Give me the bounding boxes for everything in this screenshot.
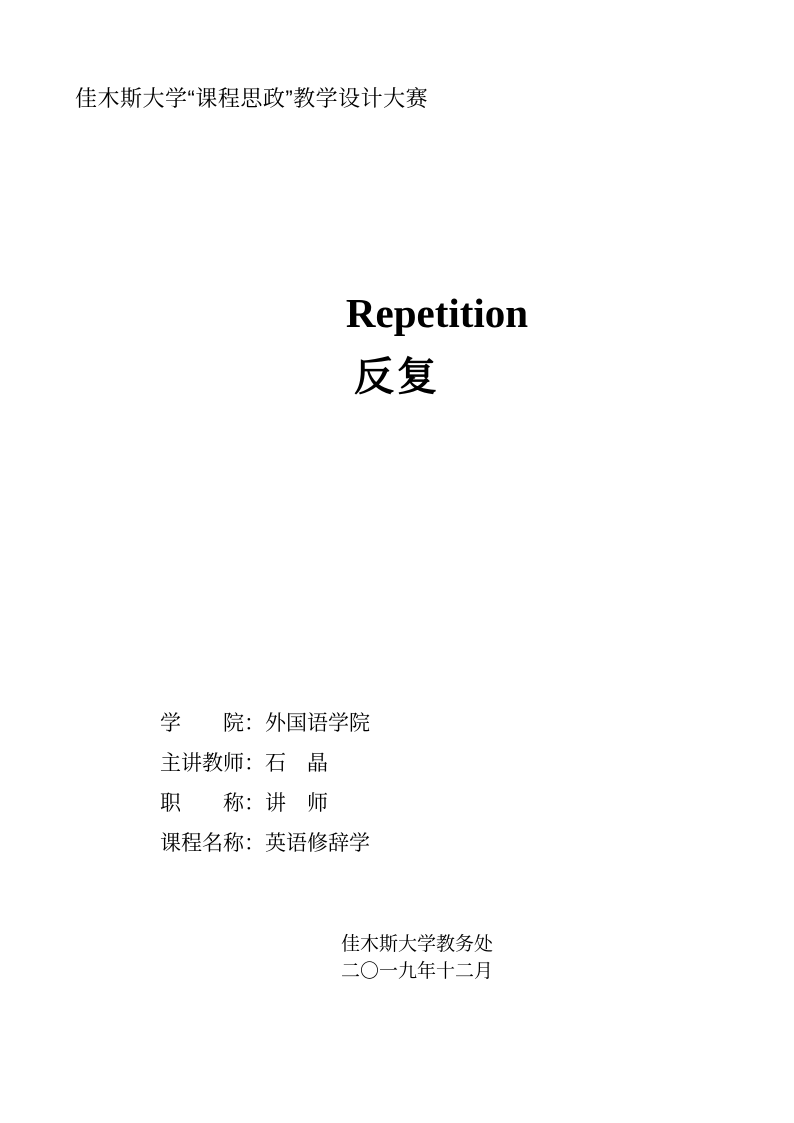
course-topic-title-chinese: 反复 — [354, 355, 440, 400]
info-row-college — [160, 704, 370, 744]
competition-header-title: 佳木斯大学“课程思政”教学设计大赛 — [75, 86, 429, 111]
info-label-professional-title: 职 称： — [160, 792, 265, 815]
info-value-college: 外国语学院 — [265, 712, 370, 735]
info-label-lecturer: 主讲教师： — [160, 752, 265, 775]
footer-block — [0, 931, 794, 985]
info-value-professional-title: 讲 师 — [265, 792, 328, 815]
title-block — [0, 290, 794, 400]
info-row-professional-title — [160, 784, 370, 824]
info-fields-block — [160, 704, 370, 864]
info-value-course-name: 英语修辞学 — [265, 832, 370, 855]
info-row-course-name — [160, 824, 370, 864]
course-topic-title-english: Repetition — [345, 290, 529, 336]
footer-organization: 佳木斯大学教务处 — [340, 934, 493, 955]
info-value-lecturer: 石 晶 — [265, 752, 328, 775]
info-label-course-name: 课程名称： — [160, 832, 265, 855]
info-label-college: 学 院： — [160, 712, 265, 735]
info-row-lecturer — [160, 744, 370, 784]
footer-date: 二〇一九年十二月 — [340, 961, 493, 982]
